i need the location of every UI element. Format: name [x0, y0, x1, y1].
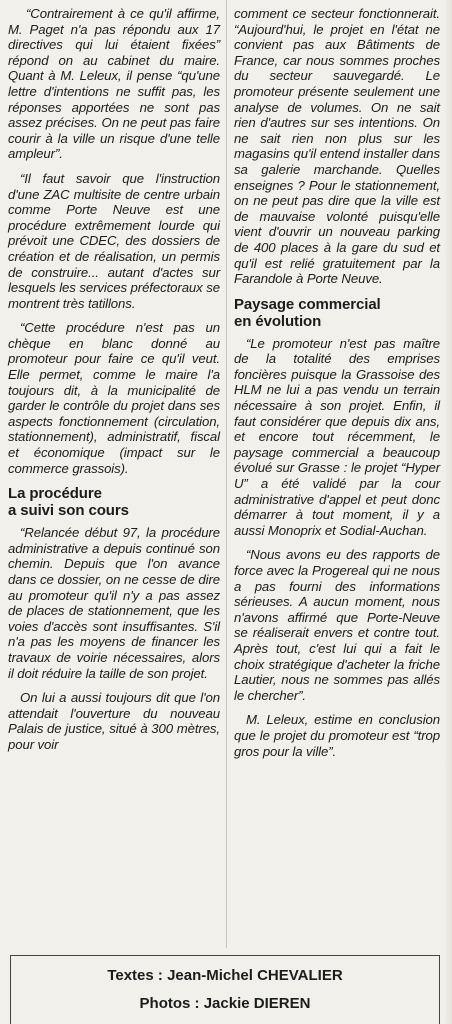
left-column: [8, 6, 220, 762]
article-paragraph: “Le promoteur n'est pas maître de la totalité des emprises foncières puisque la Grassoise des HLM ne lui a pas vendu un terrain nécessaire à son projet. Enfin, il faut considérer que depuis dix ans, et encore tout récemment, le paysage commercial a beaucoup évolué sur Grasse : le projet “Hyper U” a été validé par la cour administrative d'appel et peut donc démarrer à tout moment, il y a aussi Monoprix et Sodial-Auchan.: [234, 335, 440, 538]
article-paragraph: “Il faut savoir que l'instruction d'une ZAC multisite de centre urbain comme Porte Neuve est une procédure extrêmement lourde qui prévoit une CDEC, des dossiers de création et de réalisation, un permis de construire... autant d'actes sur lesquels les services préfectoraux se montrent très tatillons.: [8, 170, 220, 311]
section-heading: La procédure a suivi son cours: [8, 485, 129, 520]
article-paragraph: “Cette procédure n'est pas un chèque en blanc donné au promoteur pour faire ce qu'il veut. Elle permet, comme le maire l'a toujours dit, à la municipalité de garder le contrôle du projet dans ses aspects fonctionnement (circulation, stationnement), administratif, fiscal et économique (impact sur le commerce grassois).: [8, 320, 220, 476]
column-divider: [226, 0, 227, 948]
section-heading: Paysage commercial en évolution: [234, 295, 381, 330]
credits-box: [10, 955, 440, 1024]
article-paragraph: comment ce secteur fonctionnerait. “Aujourd'hui, le projet en l'état ne convient pas aux Bâtiments de France, car nous sommes proches du secteur sauvegardé. Le promoteur présente seulement une analyse de volumes. On ne sait rien d'autres sur ses intentions. On ne sait rien non plus sur les magasins qu'il entend installer dans sa galerie marchande. Quelles enseignes ? Pour le stationnement, on ne peut pas dire que la ville est de mauvaise volonté puisqu'elle vient d'ouvrir un nouveau parking de 400 places à la gare du sud et qu'il est relié gratuitement par la Farandole à Porte Neuve.: [234, 6, 440, 287]
article-paragraph: “Nous avons eu des rapports de force avec la Progereal qui ne nous a pas fourni des informations sérieuses. A aucun moment, nous n'avons affirmé que Porte-Neuve se réaliserait envers et contre tout. Après tout, c'est lui qui a fait le choix stratégique d'acheter la friche Lautier, nous ne sommes pas allés le chercher”.: [234, 547, 440, 703]
article-paragraph: “Contrairement à ce qu'il affirme, M. Paget n'a pas répondu aux 17 directives qui lui étaient fixées” répond on au cabinet du maire. Quant à M. Leleux, il pense “qu'une lettre d'intentions ne suffit pas, les réponses apportées ne sont pas assez précises. On ne peut pas faire courir à la ville un risque d'une telle ampleur”.: [8, 6, 220, 162]
article-paragraph: On lui a aussi toujours dit que l'on attendait l'ouverture du nouveau Palais de justice, situé à 300 mètres, pour voir: [8, 690, 220, 752]
article-paragraph: M. Leleux, estime en conclusion que le projet du promoteur est “trop gros pour la ville”.: [234, 712, 440, 759]
page-edge: [444, 0, 452, 1024]
texts-credit: Textes : Jean-Michel CHEVALIER: [107, 967, 343, 984]
photos-credit: Photos : Jackie DIEREN: [139, 995, 311, 1012]
article-paragraph: “Relancée début 97, la procédure administrative a depuis continué son chemin. Depuis que l'on avance dans ce dossier, on ne cesse de dire au promoteur qu'il n'y a pas assez de places de stationnement, que les voies d'accès sont insuffisantes. S'il n'a pas les moyens de financer les travaux de voirie nécessaires, alors il doit réduire la taille de son projet.: [8, 525, 220, 681]
right-column: [234, 6, 440, 768]
